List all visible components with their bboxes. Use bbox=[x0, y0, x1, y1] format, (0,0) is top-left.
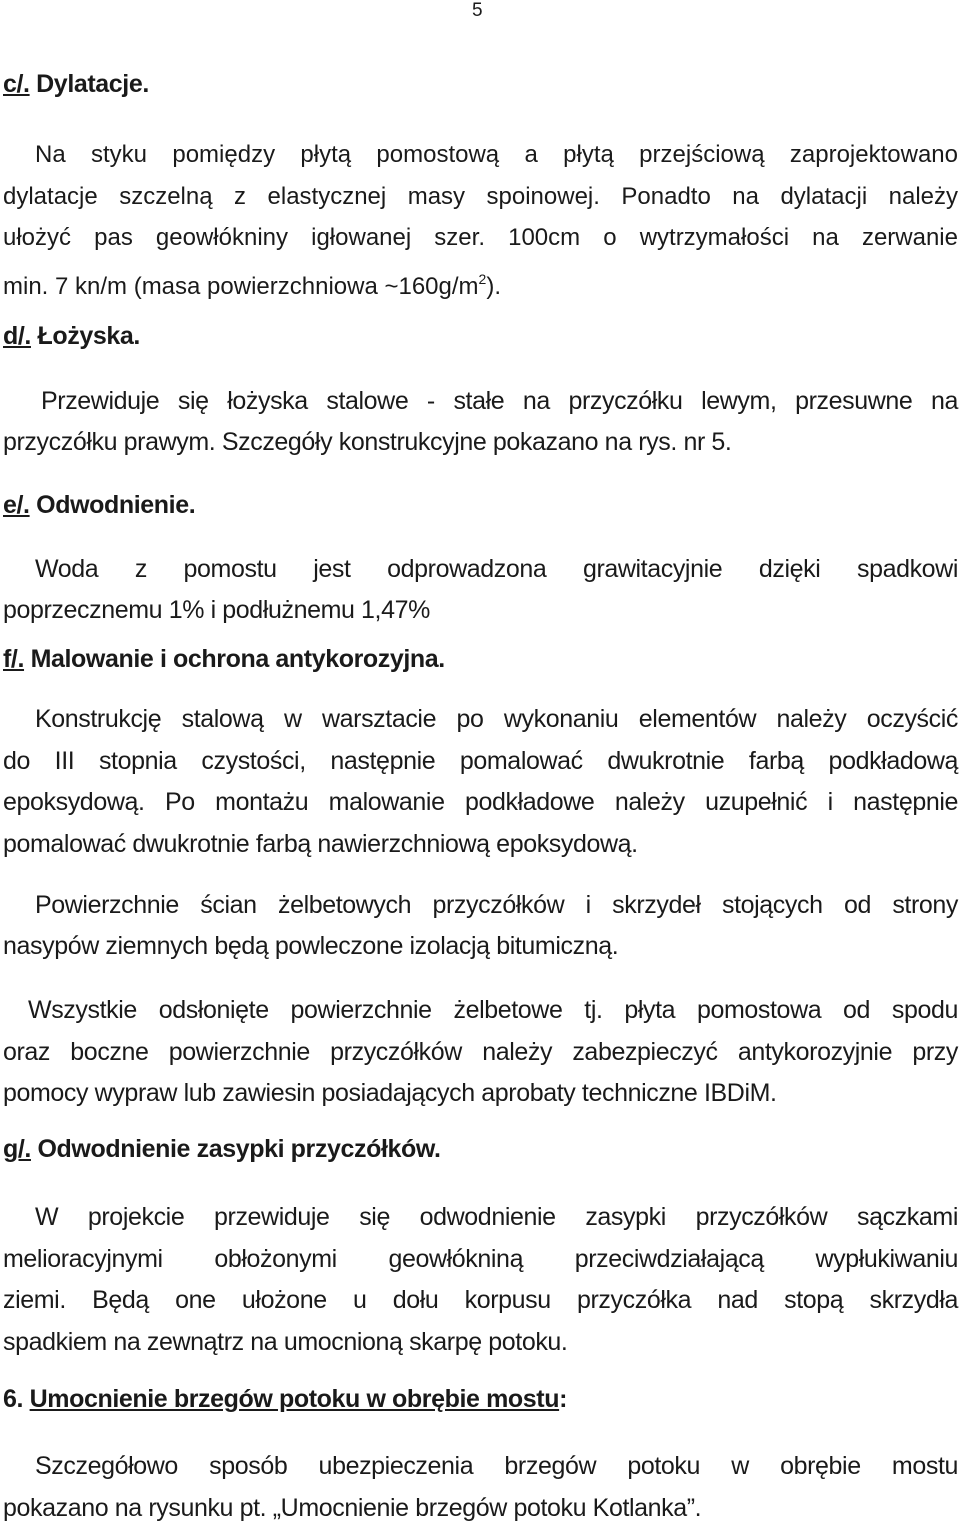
heading-marker: 6. bbox=[3, 1385, 23, 1413]
text-line: dylatacje szczelną z elastycznej masy spoinowej. Ponadto na dylatacji należy bbox=[3, 176, 958, 218]
paragraph-odwodnienie bbox=[3, 549, 958, 631]
paragraph-malowanie-3 bbox=[3, 990, 958, 1115]
heading-odwodnienie-zasypki bbox=[3, 1135, 958, 1164]
text-line: poprzecznemu 1% i podłużnemu 1,47% bbox=[3, 590, 958, 631]
heading-marker: d/. bbox=[3, 322, 31, 350]
heading-marker: f/. bbox=[3, 645, 24, 673]
text-line: przyczółku prawym. Szczegóły konstrukcyjne pokazano na rys. nr 5. bbox=[3, 422, 958, 463]
text-line: pokazano na rysunku pt. „Umocnienie brzegów potoku Kotlanka”. bbox=[3, 1488, 958, 1529]
heading-marker: c/. bbox=[3, 70, 30, 98]
heading-title: Umocnienie brzegów potoku w obrębie mostu bbox=[30, 1385, 559, 1413]
text-line: Konstrukcję stalową w warsztacie po wykonaniu elementów należy oczyścić bbox=[3, 699, 958, 741]
heading-colon: : bbox=[559, 1385, 567, 1413]
superscript: 2 bbox=[479, 271, 487, 287]
text-line: melioracyjnymi obłożonymi geowłókniną przeciwdziałającą wypłukiwaniu bbox=[3, 1239, 958, 1281]
text-line: oraz boczne powierzchnie przyczółków należy zabezpieczyć antykorozyjnie przy bbox=[3, 1032, 958, 1074]
text-line: Woda z pomostu jest odprowadzona grawitacyjnie dzięki spadkowi bbox=[3, 549, 958, 590]
heading-dylatacje bbox=[3, 70, 958, 99]
heading-marker: g/. bbox=[3, 1135, 31, 1163]
text-line: epoksydową. Po montażu malowanie podkładowe należy uzupełnić i następnie bbox=[3, 782, 958, 824]
paragraph-dylatacje bbox=[3, 134, 958, 307]
heading-umocnienie bbox=[3, 1385, 958, 1414]
heading-title: Odwodnienie zasypki przyczółków. bbox=[38, 1135, 441, 1163]
text-line: spadkiem na zewnątrz na umocnioną skarpę potoku. bbox=[3, 1322, 958, 1364]
text-line: Szczegółowo sposób ubezpieczenia brzegów potoku w obrębie mostu bbox=[3, 1446, 958, 1488]
heading-title: Odwodnienie. bbox=[36, 491, 195, 519]
heading-title: Dylatacje. bbox=[36, 70, 149, 98]
text-line: min. 7 kn/m (masa powierzchniowa $\sim 160g/m^2$). bbox=[3, 259, 958, 308]
heading-title: Łożyska. bbox=[38, 322, 140, 350]
text-line: Wszystkie odsłonięte powierzchnie żelbetowe tj. płyta pomostowa od spodu bbox=[3, 990, 958, 1032]
text-line: ułożyć pas geowłókniny igłowanej szer. 100cm o wytrzymałości na zerwanie bbox=[3, 217, 958, 259]
text-line: nasypów ziemnych będą powleczone izolacją bitumiczną. bbox=[3, 926, 958, 967]
page-number: 5 bbox=[472, 0, 483, 22]
text-line: pomocy wypraw lub zawiesin posiadających aprobaty techniczne IBDiM. bbox=[3, 1073, 958, 1115]
heading-marker: e/. bbox=[3, 491, 30, 519]
heading-title: Malowanie i ochrona antykorozyjna. bbox=[31, 645, 445, 673]
heading-odwodnienie bbox=[3, 491, 958, 520]
text-line: Powierzchnie ścian żelbetowych przyczółków i skrzydeł stojących od strony bbox=[3, 885, 958, 926]
text-line: ziemi. Będą one ułożone u dołu korpusu przyczółka nad stopą skrzydła bbox=[3, 1280, 958, 1322]
text-line: W projekcie przewiduje się odwodnienie zasypki przyczółków sączkami bbox=[3, 1197, 958, 1239]
paragraph-umocnienie bbox=[3, 1446, 958, 1529]
paragraph-lozyska bbox=[3, 381, 958, 463]
text-line: Przewiduje się łożyska stalowe - stałe na przyczółku lewym, przesuwne na bbox=[3, 381, 958, 422]
paragraph-malowanie-2 bbox=[3, 885, 958, 967]
text-line: Na styku pomiędzy płytą pomostową a płytą przejściową zaprojektowano bbox=[3, 134, 958, 176]
paragraph-odwodnienie-zasypki bbox=[3, 1197, 958, 1363]
heading-lozyska bbox=[3, 322, 958, 351]
heading-malowanie bbox=[3, 645, 958, 674]
text-line: pomalować dwukrotnie farbą nawierzchniową epoksydową. bbox=[3, 824, 958, 866]
paragraph-malowanie-1 bbox=[3, 699, 958, 865]
text-line: do III stopnia czystości, następnie pomalować dwukrotnie farbą podkładową bbox=[3, 741, 958, 783]
